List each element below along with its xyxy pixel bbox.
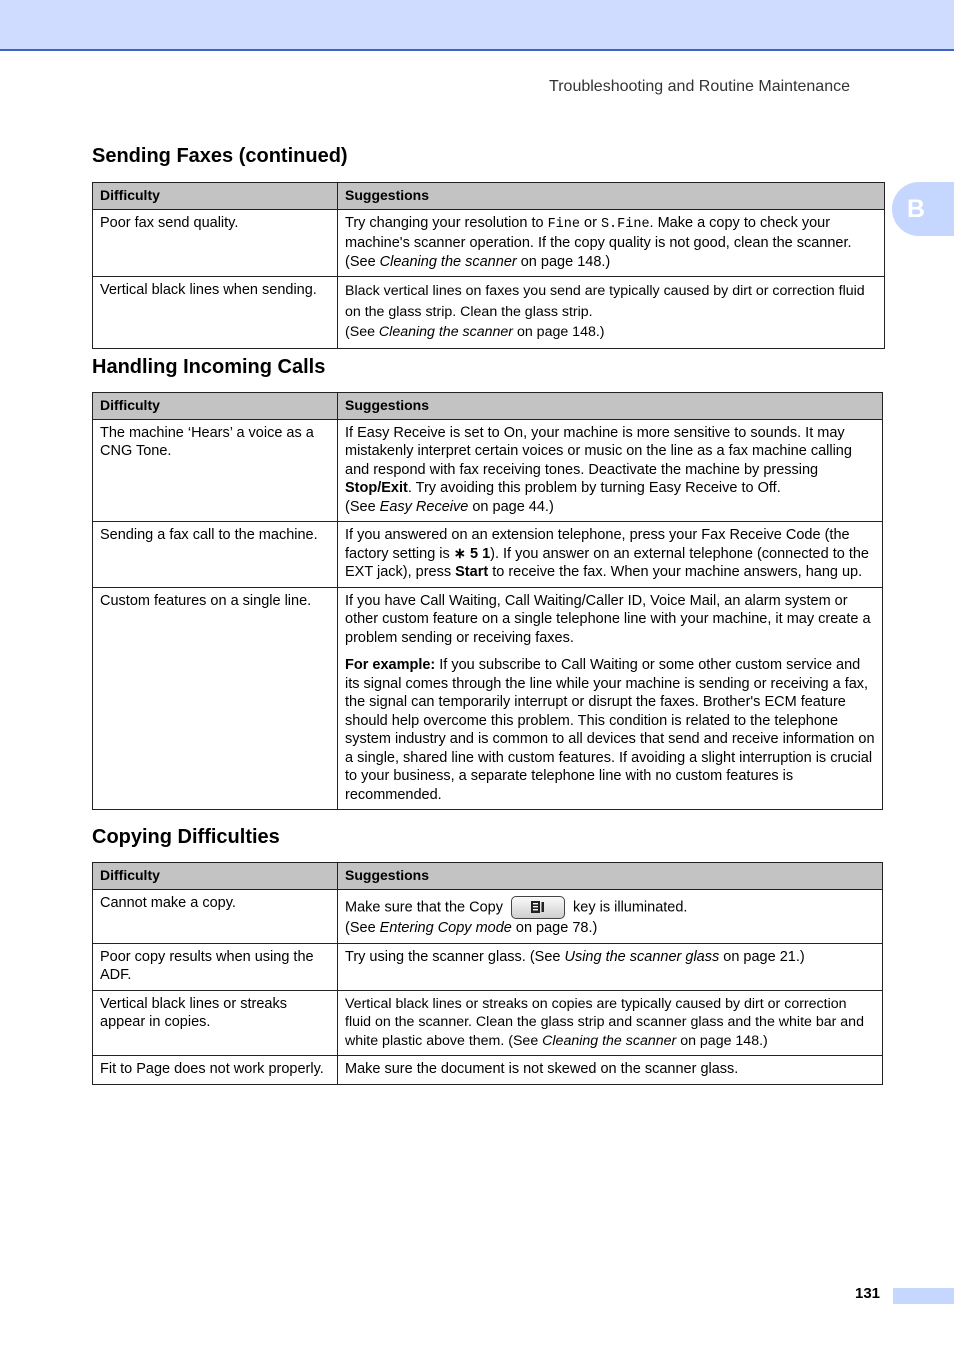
suggestion-text: Try changing your resolution to bbox=[345, 214, 548, 231]
chapter-tab bbox=[892, 182, 954, 236]
suggestion-cell bbox=[338, 889, 883, 943]
suggestion-text: If you subscribe to Call Waiting or some other custom service and its signal comes through the line while your machine is sending or receiving a fax, the signal can temporarily interrupt or disrupt the faxes. Brother's ECM feature should help overcome this problem. This condition is related to the telephone system industry and is common to all devices that send and receive information on a single, shared line with custom features. If avoiding a slight interruption is crucial to your business, a separate telephone line with no custom features is recommended. bbox=[345, 657, 875, 803]
table-row bbox=[93, 587, 883, 810]
fax-receive-code: ∗ 5 1 bbox=[453, 545, 491, 562]
suggestion-text: If you answered on an extension telephone, press your Fax Receive Code (the factory setting is bbox=[345, 527, 850, 562]
difficulty-cell: Vertical black lines or streaks appear in copies. bbox=[93, 990, 338, 1056]
cross-reference: Entering Copy mode bbox=[379, 919, 512, 936]
suggestion-text: . Make a copy to check your machine's scanner operation. If the copy quality is not good, clean the scanner. bbox=[345, 214, 852, 251]
suggestion-cell bbox=[338, 277, 885, 349]
cross-reference: Cleaning the scanner bbox=[542, 1032, 677, 1049]
key-name: Start bbox=[455, 564, 489, 580]
section-title-copying: Copying Difficulties bbox=[92, 826, 280, 848]
example-paragraph bbox=[345, 656, 875, 804]
see-close: on page 148.) bbox=[513, 324, 605, 340]
difficulty-cell: Fit to Page does not work properly. bbox=[93, 1056, 338, 1085]
suggestion-text: Black vertical lines on faxes you send are typically caused by dirt or correction fluid on the glass strip. Clean the glass strip. bbox=[345, 283, 865, 320]
chapter-tab-letter: B bbox=[907, 194, 926, 223]
section-title-sending-faxes: Sending Faxes (continued) bbox=[92, 145, 348, 167]
see-open: (See bbox=[345, 919, 380, 936]
page-number: 131 bbox=[855, 1285, 881, 1302]
see-open: (See bbox=[345, 324, 379, 340]
difficulty-cell: Custom features on a single line. bbox=[93, 587, 338, 810]
footer-band bbox=[893, 1288, 954, 1304]
see-close: on page 44.) bbox=[468, 498, 554, 515]
see-close: on page 148.) bbox=[676, 1032, 768, 1049]
difficulty-cell: Cannot make a copy. bbox=[93, 889, 338, 943]
table-row bbox=[93, 522, 883, 588]
see-close: on page 148.) bbox=[516, 253, 611, 270]
table-header-row bbox=[93, 393, 883, 420]
sending-faxes-table bbox=[92, 182, 885, 349]
suggestion-text: key is illuminated. bbox=[569, 898, 688, 915]
resolution-sfine: S.Fine bbox=[600, 216, 650, 232]
suggestion-cell bbox=[338, 587, 883, 810]
suggestion-cell bbox=[338, 522, 883, 588]
difficulty-cell: Poor fax send quality. bbox=[93, 209, 338, 277]
difficulty-cell: Poor copy results when using the ADF. bbox=[93, 943, 338, 990]
difficulty-cell: The machine ‘Hears’ a voice as a CNG Tone. bbox=[93, 419, 338, 522]
see-open: (See bbox=[345, 253, 380, 270]
column-header-suggestions: Suggestions bbox=[338, 393, 883, 420]
column-header-suggestions: Suggestions bbox=[338, 863, 883, 890]
suggestion-cell bbox=[338, 990, 883, 1056]
difficulty-cell: Sending a fax call to the machine. bbox=[93, 522, 338, 588]
column-header-suggestions: Suggestions bbox=[338, 183, 885, 210]
table-row bbox=[93, 889, 883, 943]
suggestion-cell bbox=[338, 419, 883, 522]
table-row bbox=[93, 419, 883, 522]
key-name: Stop/Exit bbox=[345, 480, 408, 496]
suggestion-text: Vertical black lines or streaks on copies are typically caused by dirt or correction fluid on the scanner. Clean the glass strip and scanner glass and the white bar and white plastic above them. (See bbox=[345, 995, 864, 1049]
cross-reference: Using the scanner glass bbox=[564, 948, 720, 965]
column-header-difficulty: Difficulty bbox=[93, 393, 338, 420]
suggestion-cell bbox=[338, 943, 883, 990]
suggestion-text: If Easy Receive is set to On, your machine is more sensitive to sounds. It may mistakenly interpret certain voices or music on the line as a fax machine calling and respond with fax receiving tones. Deactivate the machine by pressing bbox=[345, 424, 852, 478]
suggestion-text: Try using the scanner glass. (See bbox=[345, 948, 565, 965]
example-label: For example: bbox=[345, 657, 436, 673]
see-open: (See bbox=[345, 498, 380, 515]
copying-table bbox=[92, 862, 883, 1085]
top-band bbox=[0, 0, 954, 51]
table-row bbox=[93, 1056, 883, 1085]
table-header-row bbox=[93, 863, 883, 890]
suggestion-cell: Make sure the document is not skewed on the scanner glass. bbox=[338, 1056, 883, 1085]
see-close: on page 21.) bbox=[719, 948, 805, 965]
copy-key-icon bbox=[511, 896, 565, 919]
table-row bbox=[93, 277, 885, 349]
see-close: on page 78.) bbox=[511, 919, 598, 936]
cross-reference: Easy Receive bbox=[379, 498, 469, 515]
resolution-fine: Fine bbox=[547, 216, 580, 232]
suggestion-text: . Try avoiding this problem by turning Easy Receive to Off. bbox=[407, 480, 781, 496]
suggestion-cell bbox=[338, 209, 885, 277]
section-title-incoming-calls: Handling Incoming Calls bbox=[92, 356, 326, 378]
cross-reference: Cleaning the scanner bbox=[378, 324, 514, 340]
suggestion-text: ). If you answer on an external telephone (connected to the EXT jack), press bbox=[345, 545, 869, 580]
suggestion-text: Make sure that the Copy bbox=[345, 898, 507, 915]
suggestion-text: or bbox=[579, 214, 601, 231]
cross-reference: Cleaning the scanner bbox=[379, 253, 517, 270]
difficulty-cell: Vertical black lines when sending. bbox=[93, 277, 338, 349]
column-header-difficulty: Difficulty bbox=[93, 863, 338, 890]
suggestion-text: to receive the fax. When your machine answers, hang up. bbox=[488, 564, 863, 580]
table-row bbox=[93, 209, 885, 277]
running-header: Troubleshooting and Routine Maintenance bbox=[549, 78, 850, 95]
table-header-row bbox=[93, 183, 885, 210]
table-row bbox=[93, 990, 883, 1056]
incoming-calls-table bbox=[92, 392, 883, 810]
suggestion-text: If you have Call Waiting, Call Waiting/Caller ID, Voice Mail, an alarm system or other custom feature on a single telephone line with your machine, it may create a problem sending or receiving faxes. bbox=[345, 592, 871, 646]
table-row bbox=[93, 943, 883, 990]
column-header-difficulty: Difficulty bbox=[93, 183, 338, 210]
